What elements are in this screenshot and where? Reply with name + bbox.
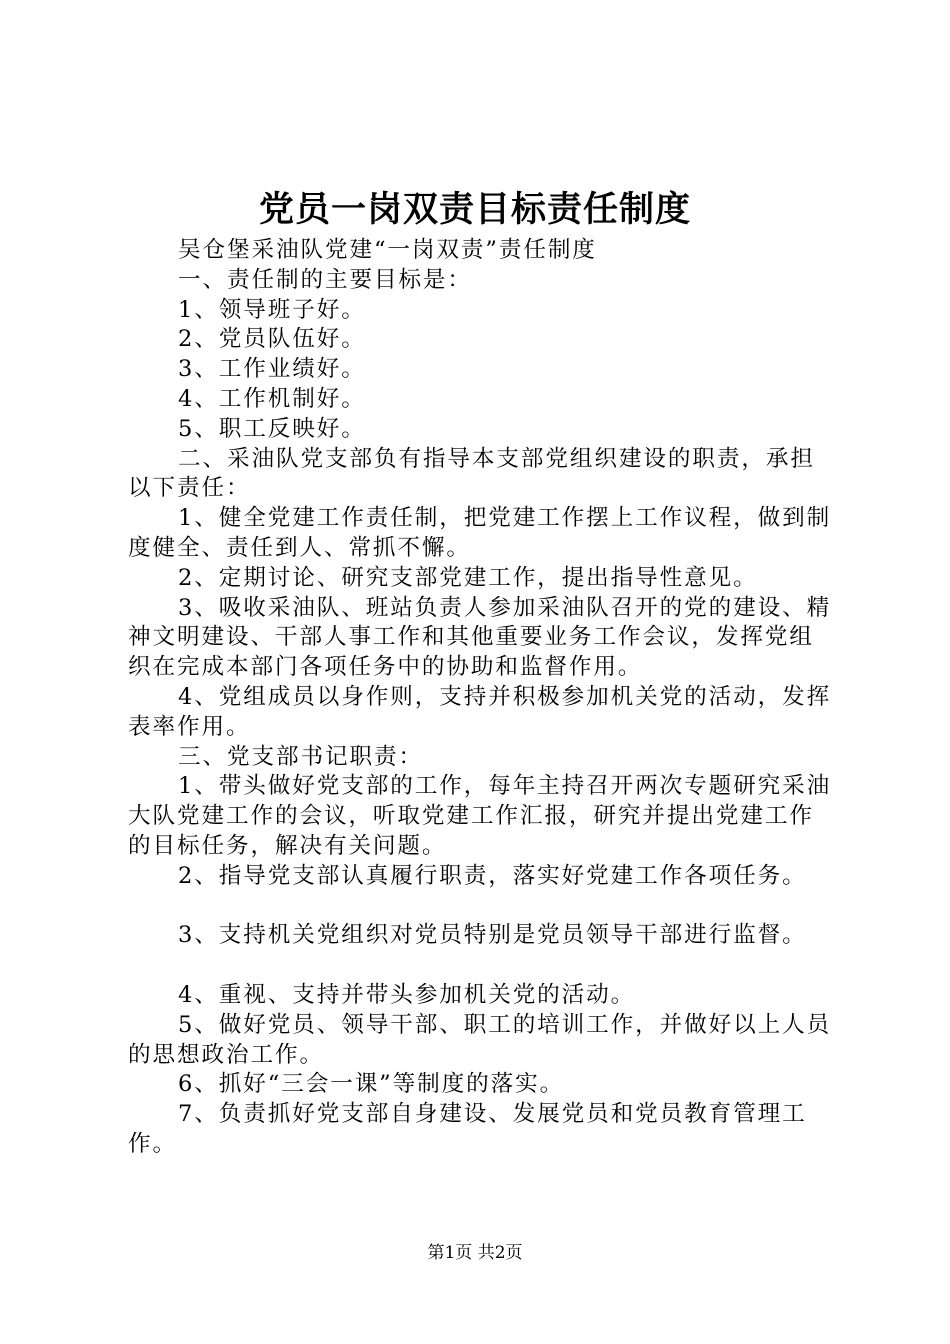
paragraph-goal-1: 1、领导班子好。	[178, 296, 366, 323]
paragraph-secretary-5: 5、做好党员、领导干部、职工的培训工作，并做好以上人员的思想政治工作。	[128, 1011, 832, 1068]
paragraph-secretary-1: 1、带头做好党支部的工作，每年主持召开两次专题研究采油大队党建工作的会议，听取党建工作汇报，研究并提出党建工作的目标任务，解决有关问题。	[128, 773, 832, 859]
paragraph-section-1-heading: 一、责任制的主要目标是：	[178, 266, 472, 293]
paragraph-duty-1: 1、健全党建工作责任制，把党建工作摆上工作议程，做到制度健全、责任到人、常抓不懈。	[128, 505, 832, 561]
paragraph-secretary-6: 6、抓好“三会一课”等制度的落实。	[178, 1071, 565, 1098]
paragraph-secretary-7: 7、负责抓好党支部自身建设、发展党员和党员教育管理工作。	[128, 1101, 807, 1157]
paragraph-goal-4: 4、工作机制好。	[178, 385, 366, 412]
paragraph-goal-5: 5、职工反映好。	[178, 415, 366, 442]
paragraph-duty-3: 3、吸收采油队、班站负责人参加采油队召开的党的建设、精神文明建设、干部人事工作和其他重要业务工作会议，发挥党组织在完成本部门各项任务中的协助和监督作用。	[128, 594, 832, 681]
paragraph-duty-4: 4、党组成员以身作则，支持并积极参加机关党的活动，发挥表率作用。	[128, 683, 832, 740]
document-title: 党员一岗双责目标责任制度	[258, 189, 691, 230]
paragraph-section-2-heading: 二、采油队党支部负有指导本支部党组织建设的职责，承担以下责任：	[128, 445, 815, 502]
paragraph-secretary-4: 4、重视、支持并带头参加机关党的活动。	[178, 981, 636, 1008]
paragraph-duty-2: 2、定期讨论、研究支部党建工作，提出指导性意见。	[178, 564, 758, 591]
document-body	[128, 236, 832, 1160]
paragraph-subtitle: 吴仓堡采油队党建“一岗双责”责任制度	[178, 237, 597, 263]
paragraph-section-3-heading: 三、党支部书记职责：	[178, 743, 423, 770]
paragraph-secretary-3: 3、支持机关党组织对党员特别是党员领导干部进行监督。	[178, 922, 807, 949]
paragraph-secretary-2: 2、指导党支部认真履行职责，落实好党建工作各项任务。	[178, 862, 807, 889]
paragraph-goal-2: 2、党员队伍好。	[178, 326, 366, 353]
paragraph-goal-3: 3、工作业绩好。	[178, 356, 366, 383]
page-footer: 第1页 共2页	[427, 1243, 523, 1263]
